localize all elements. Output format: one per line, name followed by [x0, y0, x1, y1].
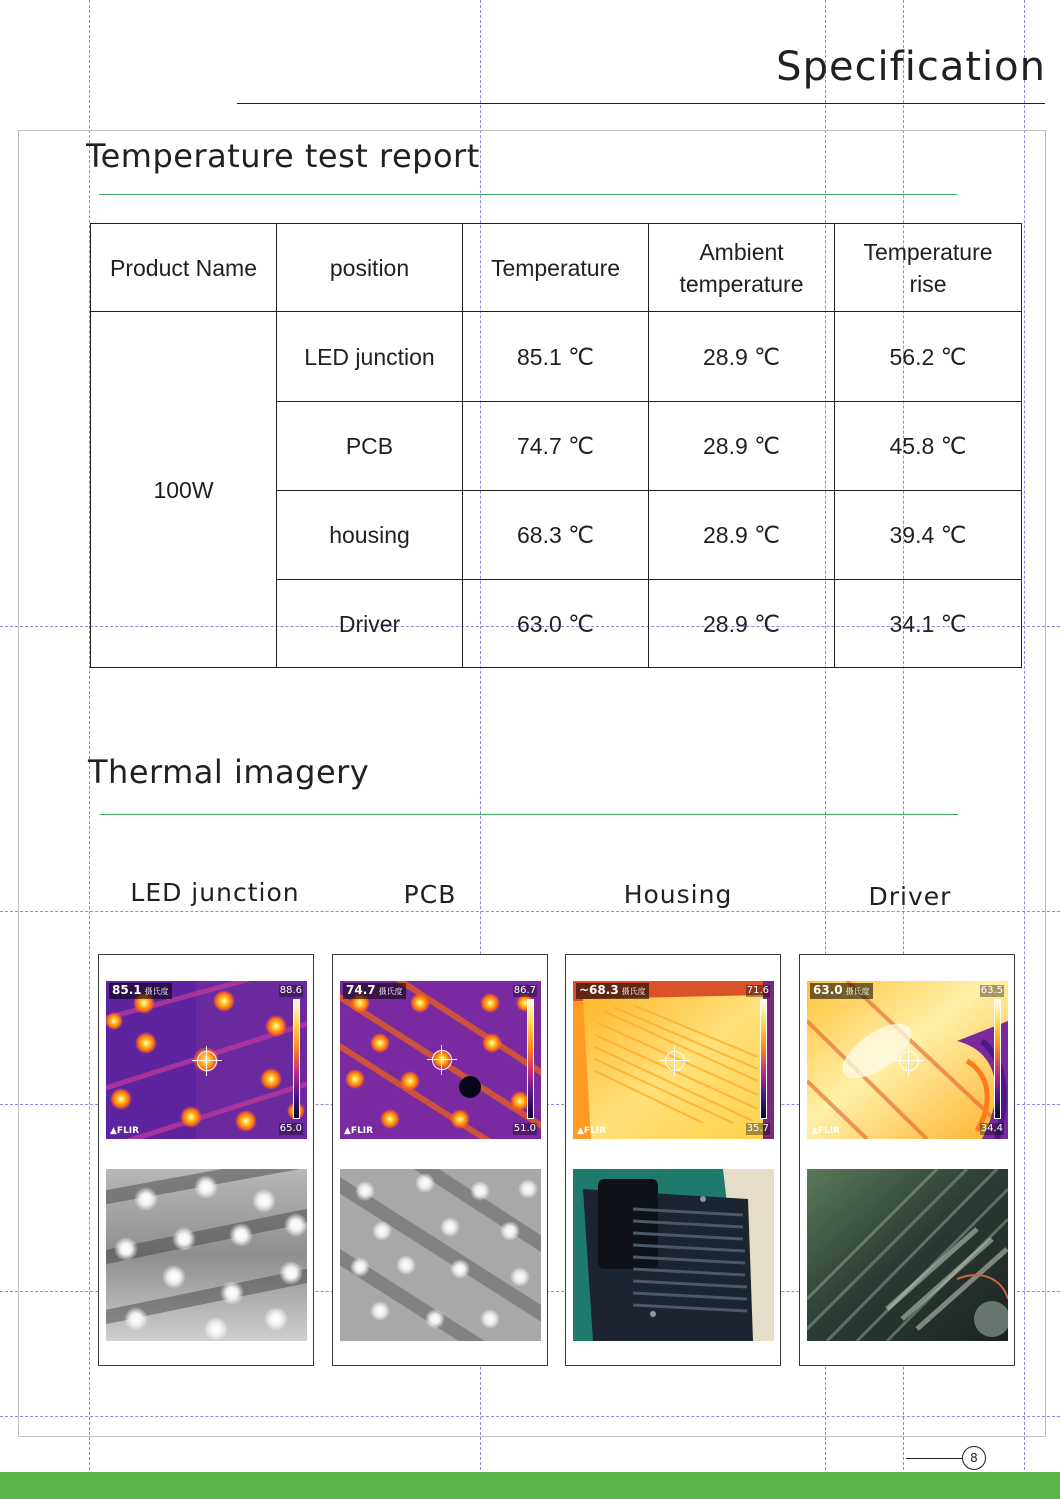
reading-value: 63.0	[813, 983, 843, 997]
scale-min: 35.7	[746, 1123, 769, 1134]
color-scale-bar	[293, 999, 300, 1119]
pcb-photo	[340, 1169, 541, 1341]
thermal-card-housing	[565, 954, 781, 1366]
led-photo	[106, 1169, 307, 1341]
temperature-cell: 74.7 ℃	[463, 402, 649, 491]
driver-photo	[807, 1169, 1008, 1341]
color-scale-bar	[760, 999, 767, 1119]
thermal-image	[106, 981, 307, 1139]
flame-icon: ▲	[110, 1126, 117, 1136]
table-row	[91, 312, 1022, 402]
housing-photo-render	[573, 1169, 774, 1341]
temperature-reading	[343, 983, 406, 999]
color-scale-bar	[994, 999, 1001, 1119]
flame-icon: ▲	[344, 1126, 351, 1136]
position-cell: Driver	[277, 580, 463, 668]
title-rule	[237, 103, 1045, 104]
temperature-reading	[576, 983, 649, 999]
col-header-position: position	[277, 224, 463, 312]
rise-cell: 34.1 ℃	[835, 580, 1022, 668]
position-cell: PCB	[277, 402, 463, 491]
scale-max: 71.6	[746, 985, 769, 996]
brand-name: FLIR	[116, 1126, 140, 1136]
col-header-product: Product Name	[91, 224, 277, 312]
housing-photo	[573, 1169, 774, 1341]
thermal-image	[573, 981, 774, 1139]
page-number: 8	[962, 1446, 986, 1470]
caption-driver: Driver	[868, 882, 952, 911]
scale-max: 88.6	[279, 985, 302, 996]
rise-cell: 45.8 ℃	[835, 402, 1022, 491]
pcb-photo-render	[340, 1169, 541, 1341]
color-scale-bar	[527, 999, 534, 1119]
brand-name: FLIR	[350, 1126, 374, 1136]
caption-led-junction: LED junction	[130, 878, 300, 907]
col-header-temperature: Temperature	[463, 224, 649, 312]
caption-pcb: PCB	[403, 880, 457, 909]
reading-value: 74.7	[346, 983, 376, 997]
rise-cell: 56.2 ℃	[835, 312, 1022, 402]
reading-unit: 摄氏度	[621, 987, 646, 996]
crosshair-icon	[197, 1051, 217, 1071]
flir-logo	[110, 1126, 139, 1136]
scale-min: 65.0	[279, 1123, 302, 1134]
caption-housing: Housing	[623, 880, 733, 909]
thermal-card-driver	[799, 954, 1015, 1366]
reading-unit: 摄氏度	[378, 987, 403, 996]
thermal-card-led-junction	[98, 954, 314, 1366]
crosshair-icon	[665, 1051, 685, 1071]
temperature-table	[90, 223, 1022, 668]
thermal-card-pcb	[332, 954, 548, 1366]
col-header-ambient: Ambient temperature	[649, 224, 835, 312]
driver-photo-render	[807, 1169, 1008, 1341]
rise-cell: 39.4 ℃	[835, 491, 1022, 580]
thermal-image	[340, 981, 541, 1139]
temperature-reading	[810, 983, 873, 999]
flir-logo	[344, 1126, 373, 1136]
table-header-row	[91, 224, 1022, 312]
temperature-cell: 68.3 ℃	[463, 491, 649, 580]
temperature-cell: 63.0 ℃	[463, 580, 649, 668]
page-title: Specification	[776, 44, 1046, 90]
ambient-cell: 28.9 ℃	[649, 580, 835, 668]
reading-value: 85.1	[112, 983, 142, 997]
report-rule	[99, 194, 957, 195]
temperature-cell: 85.1 ℃	[463, 312, 649, 402]
ambient-cell: 28.9 ℃	[649, 402, 835, 491]
position-cell: LED junction	[277, 312, 463, 402]
flir-logo	[811, 1126, 840, 1136]
report-title: Temperature test report	[86, 137, 480, 175]
position-cell: housing	[277, 491, 463, 580]
scale-min: 51.0	[513, 1123, 536, 1134]
scale-max: 63.5	[980, 985, 1003, 996]
brand-name: FLIR	[817, 1126, 841, 1136]
ambient-cell: 28.9 ℃	[649, 312, 835, 402]
flir-logo	[577, 1126, 606, 1136]
flame-icon: ▲	[811, 1126, 818, 1136]
product-cell: 100W	[91, 312, 277, 668]
col-header-rise: Temperature rise	[835, 224, 1022, 312]
ambient-cell: 28.9 ℃	[649, 491, 835, 580]
thermal-rule	[100, 814, 958, 815]
flame-icon: ▲	[577, 1126, 584, 1136]
thermal-image	[807, 981, 1008, 1139]
reading-unit: 摄氏度	[845, 987, 870, 996]
led-photo-render	[106, 1169, 307, 1341]
crosshair-icon	[432, 1050, 452, 1070]
reading-unit: 摄氏度	[144, 987, 169, 996]
reading-value: ~68.3	[579, 983, 619, 997]
temperature-reading	[109, 983, 172, 999]
brand-name: FLIR	[583, 1126, 607, 1136]
crosshair-icon	[899, 1051, 919, 1071]
footer-bar	[0, 1472, 1060, 1499]
scale-min: 34.4	[980, 1123, 1003, 1134]
page-number-rule	[906, 1458, 962, 1459]
thermal-title: Thermal imagery	[88, 753, 370, 791]
scale-max: 86.7	[513, 985, 536, 996]
